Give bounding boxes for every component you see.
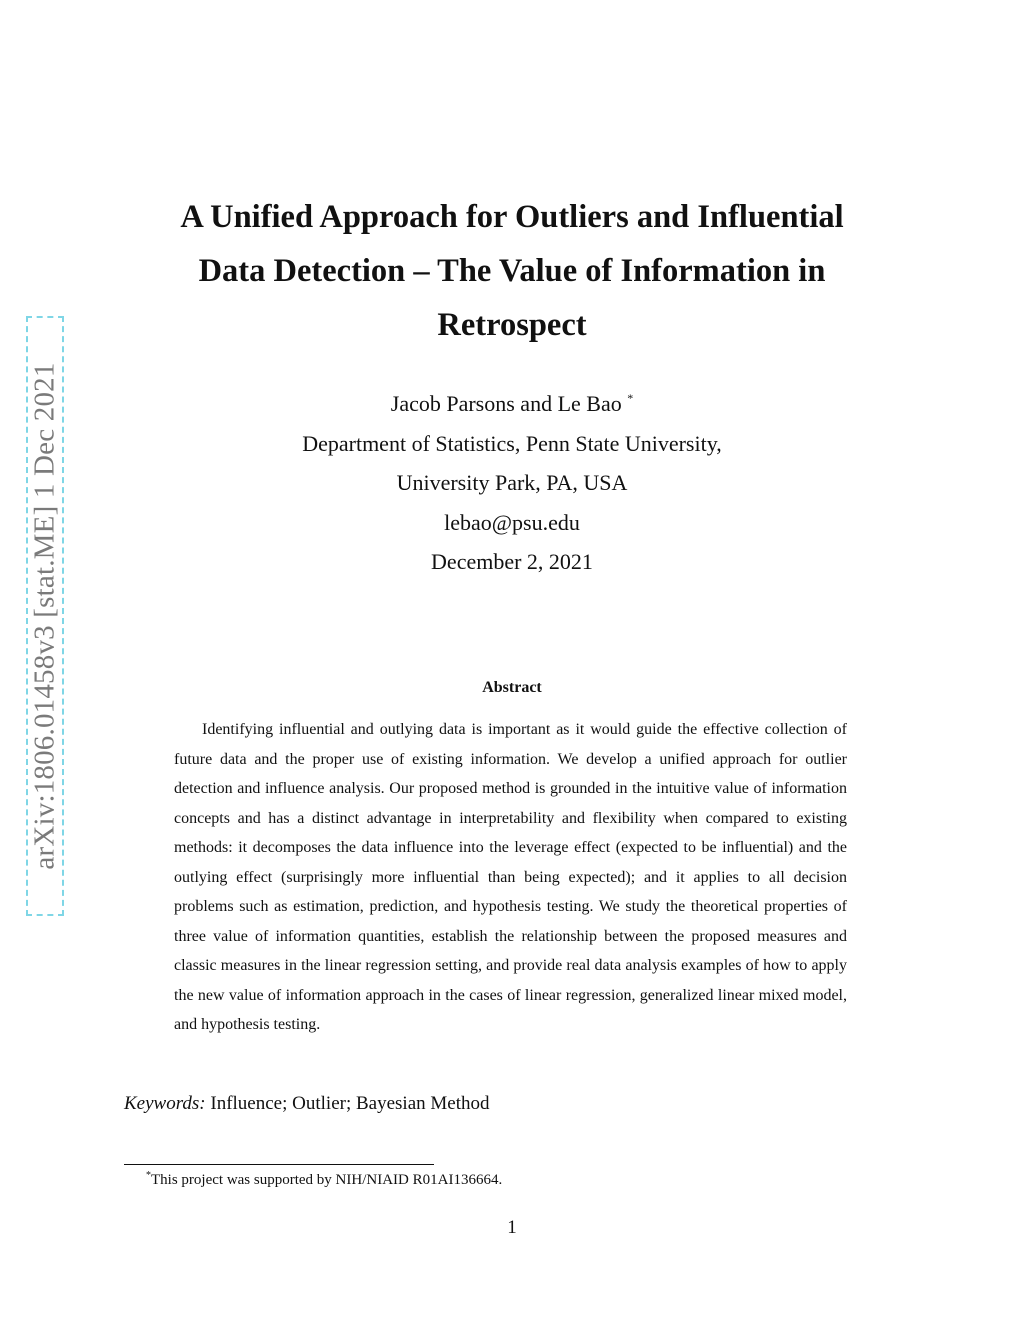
abstract-text: Identifying influential and outlying data is important as it would guide the effective collection of future data and the proper use of existing information. We develop a unified approach for outlier detection and influence analysis. Our proposed method is grounded in the intuitive value of information concepts and has a distinct advantage in interpretability and flexibility when compared to existing methods: it decomposes the data influence into the leverage effect (expected to be influential) and the outlying effect (surprisingly more influential than being expected); and it applies to all decision problems such as estimation, prediction, and hypothesis testing. We study the theoretical properties of three value of information quantities, establish the relationship between the proposed measures and classic measures in the linear regression setting, and provide real data analysis examples of how to apply the new value of information approach in the cases of linear regression, generalized linear mixed model, and hypothesis testing. bbox=[174, 721, 847, 1033]
footnote bbox=[146, 1170, 502, 1189]
paper-date: December 2, 2021 bbox=[431, 549, 593, 574]
footnote-divider bbox=[124, 1164, 434, 1165]
page-number: 1 bbox=[507, 1217, 517, 1238]
paper-title bbox=[140, 190, 884, 352]
keywords-label: Keywords: bbox=[124, 1093, 206, 1114]
title-line-3: Retrospect bbox=[437, 307, 587, 343]
affiliation-line-2: University Park, PA, USA bbox=[396, 470, 628, 495]
arxiv-stamp bbox=[26, 316, 64, 916]
footnote-text: This project was supported by NIH/NIAID R01AI136664. bbox=[151, 1172, 503, 1188]
title-line-1: A Unified Approach for Outliers and Influential bbox=[180, 199, 844, 235]
arxiv-id: arXiv:1806.01458v3 [stat.ME] 1 Dec 2021 bbox=[28, 362, 61, 870]
affiliation-line-1: Department of Statistics, Penn State University, bbox=[302, 430, 722, 456]
footnote-mark: * bbox=[146, 1170, 151, 1181]
author-footnote-mark: * bbox=[627, 391, 634, 405]
keywords-text: Influence; Outlier; Bayesian Method bbox=[210, 1093, 490, 1114]
author-block bbox=[140, 379, 884, 542]
abstract-heading: Abstract bbox=[482, 679, 542, 696]
author-email: lebao@psu.edu bbox=[444, 509, 580, 535]
keywords-line bbox=[124, 1093, 489, 1115]
author-line bbox=[140, 379, 884, 424]
author-names: Jacob Parsons and Le Bao bbox=[390, 391, 622, 416]
title-line-2: Data Detection – The Value of Information in bbox=[198, 253, 826, 289]
